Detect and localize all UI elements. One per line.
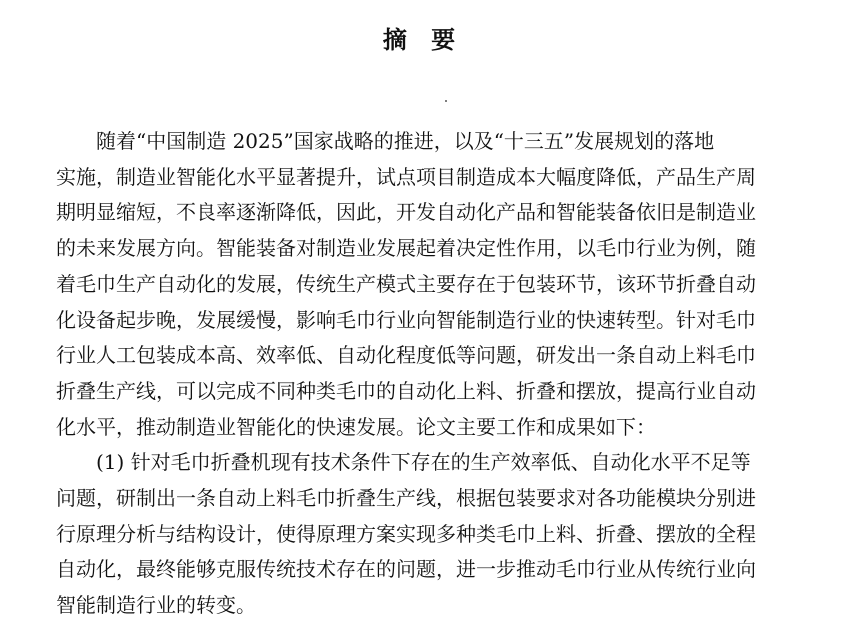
text-line: 行业人工包装成本高、效率低、自动化程度低等问题，研发出一条自动上料毛巾 <box>56 343 756 368</box>
text-line: 实施，制造业智能化水平显著提升，试点项目制造成本大幅度降低，产品生产周 <box>56 164 756 189</box>
text-line: 随着“中国制造 2025”国家战略的推进，以及“十三五”发展规划的落地 <box>96 129 715 153</box>
text-line: 行原理分析与结构设计，使得原理方案实现多种类毛巾上料、折叠、摆放的全程 <box>56 521 756 546</box>
abstract-body <box>56 124 804 624</box>
text-line: 折叠生产线，可以完成不同种类毛巾的自动化上料、折叠和摆放，提高行业自动 <box>56 378 756 403</box>
page-title: 摘 要 <box>382 26 464 54</box>
text-line: 化设备起步晚，发展缓慢，影响毛巾行业向智能制造行业的快速转型。针对毛巾 <box>56 307 756 332</box>
text-line: 问题，研制出一条自动上料毛巾折叠生产线，根据包装要求对各功能模块分别进 <box>56 486 756 511</box>
text-line: (1) 针对毛巾折叠机现有技术条件下存在的生产效率低、自动化水平不足等 <box>96 450 751 475</box>
text-line: 的未来发展方向。智能装备对制造业发展起着决定性作用，以毛巾行业为例，随 <box>56 236 756 261</box>
text-line: 智能制造行业的转变。 <box>56 593 256 618</box>
scan-speck <box>445 100 447 102</box>
text-line: 期明显缩短，不良率逐渐降低，因此，开发自动化产品和智能装备依旧是制造业 <box>56 200 756 225</box>
paragraph-1 <box>56 124 804 445</box>
text-line: 自动化，最终能够克服传统技术存在的问题，进一步推动毛巾行业从传统行业向 <box>56 557 756 582</box>
paragraph-2 <box>56 445 804 624</box>
text-line: 着毛巾生产自动化的发展，传统生产模式主要存在于包装环节，该环节折叠自动 <box>56 271 756 296</box>
text-line: 化水平，推动制造业智能化的快速发展。论文主要工作和成果如下： <box>56 414 656 439</box>
